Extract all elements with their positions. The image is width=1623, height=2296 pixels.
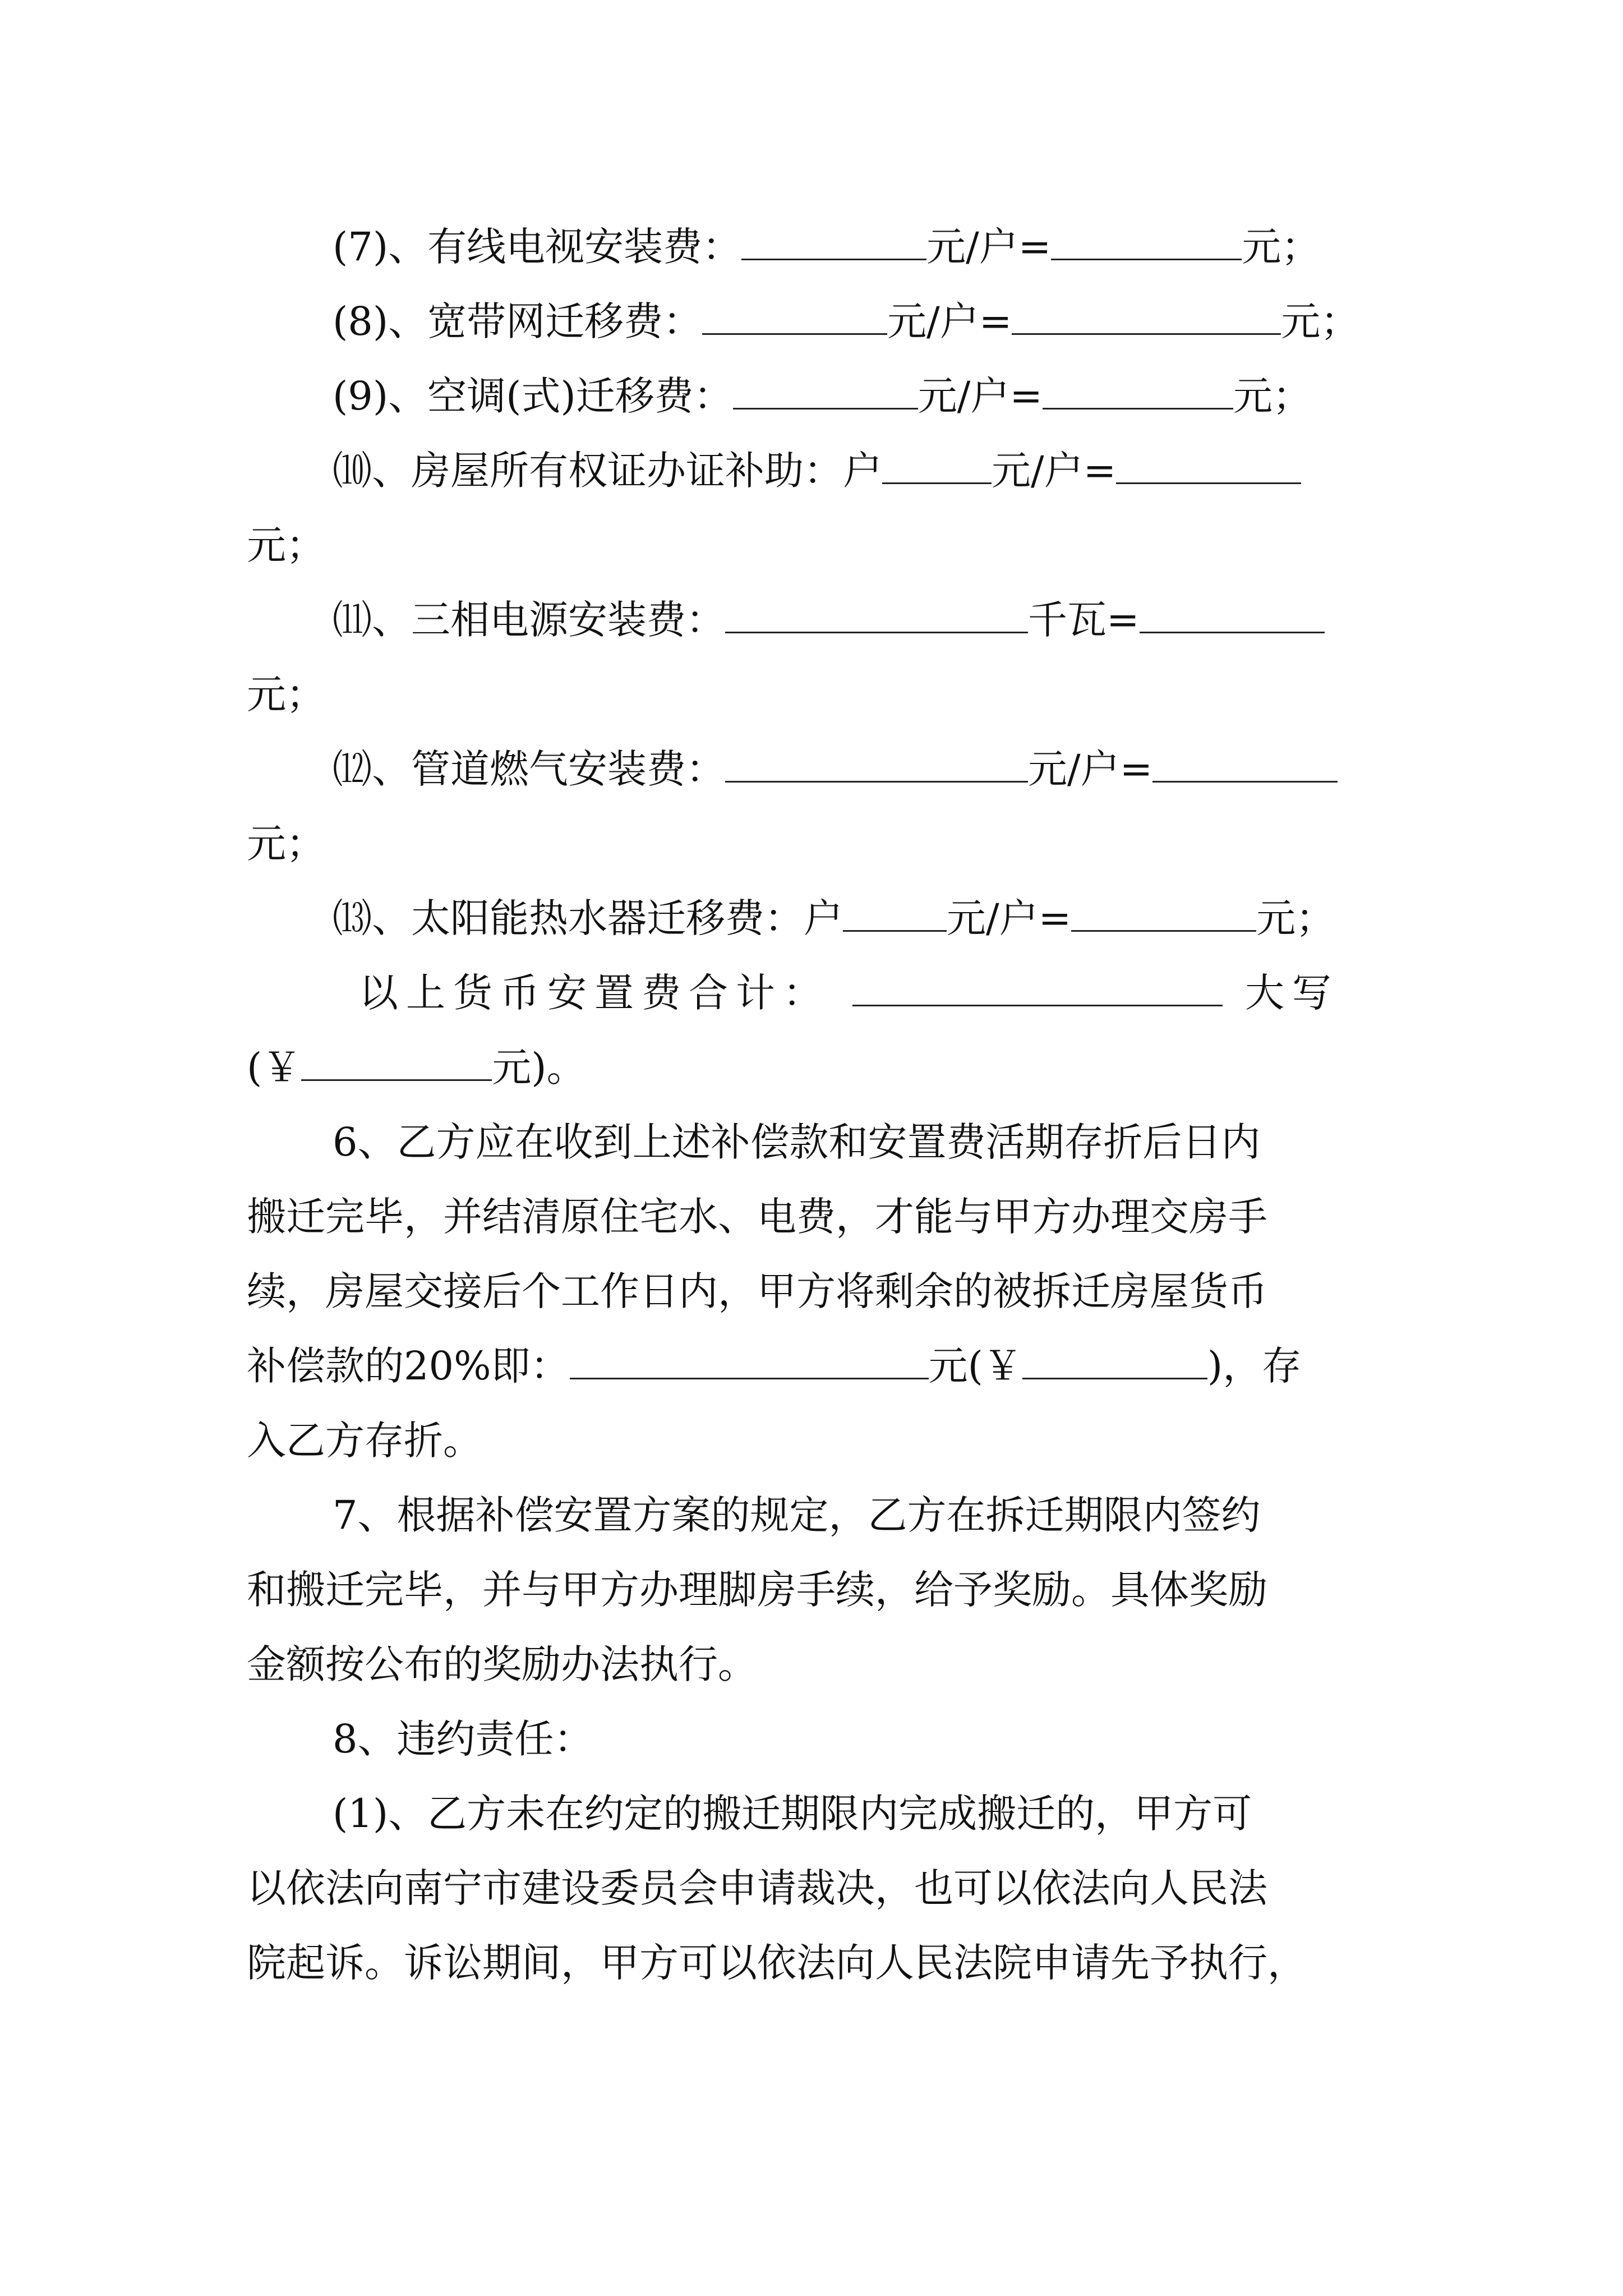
para8-title: 8、违约责任： xyxy=(333,1716,593,1762)
fee-line-aircon: (9)、空调(式)迁移费： 元/户= 元； xyxy=(333,373,1312,419)
line-label: ⑽、房屋所有权证办证补助：户 xyxy=(333,448,882,494)
fee-line-certificate: ⑽、房屋所有权证办证补助：户 元/户= xyxy=(333,444,1301,498)
total-line-amount: (￥ 元)。 xyxy=(247,1045,586,1091)
blank-field[interactable] xyxy=(301,1046,492,1081)
para6-line: 6、乙方应在收到上述补偿款和安置费活期存折后日内 xyxy=(333,1119,1261,1165)
para8-line: 以依法向南宁市建设委员会申请裁决，也可以依法向人民法 xyxy=(247,1865,1267,1911)
fee-line-broadband: (8)、宽带网迁移费： 元/户= 元； xyxy=(333,298,1360,344)
blank-field[interactable] xyxy=(1152,747,1338,783)
blank-field[interactable] xyxy=(1043,374,1233,409)
para7-line: 和搬迁完毕，并与甲方办理脚房手续，给予奖励。具体奖励 xyxy=(247,1567,1267,1613)
fee-line-certificate-unit: 元； xyxy=(247,522,325,568)
line-label: ⑾、三相电源安装费： xyxy=(333,597,725,643)
blank-field[interactable] xyxy=(1051,225,1242,260)
para8-line: (1)、乙方未在约定的搬迁期限内完成搬迁的，甲方可 xyxy=(333,1791,1252,1837)
blank-field[interactable] xyxy=(882,449,992,484)
blank-field[interactable] xyxy=(843,896,947,932)
para6-line: 搬迁完毕，并结清原住宅水、电费，才能与甲方办理交房手 xyxy=(247,1194,1267,1240)
blank-field[interactable] xyxy=(1022,1344,1207,1379)
fee-line-solar-heater: ⒀、太阳能热水器迁移费：户 元/户= 元； xyxy=(333,895,1335,941)
line-label: ⑿、管道燃气安装费： xyxy=(333,746,725,792)
fee-line-gas: ⑿、管道燃气安装费： 元/户= xyxy=(333,742,1338,796)
line-label: (9)、空调(式)迁移费： xyxy=(333,373,733,419)
para7-line: 金额按公布的奖励办法执行。 xyxy=(247,1641,757,1687)
line-label: (8)、宽带网迁移费： xyxy=(333,298,703,344)
fee-line-three-phase: ⑾、三相电源安装费： 千瓦= xyxy=(333,593,1325,647)
blank-field[interactable] xyxy=(1071,896,1256,932)
blank-field[interactable] xyxy=(725,598,1028,633)
total-label: 以上货币安置费合计： xyxy=(359,970,830,1016)
blank-field[interactable] xyxy=(733,374,918,409)
blank-field[interactable] xyxy=(1012,300,1281,335)
blank-field[interactable] xyxy=(852,971,1223,1006)
blank-field[interactable] xyxy=(702,300,887,335)
blank-field[interactable] xyxy=(1116,449,1301,484)
para8-line: 院起诉。诉讼期间，甲方可以依法向人民法院申请先予执行， xyxy=(247,1940,1307,1986)
para6-line: 补偿款的20%即： 元(￥ )，存 xyxy=(247,1343,1302,1389)
blank-field[interactable] xyxy=(725,747,1028,783)
para6-line: 续，房屋交接后个工作日内，甲方将剩余的被拆迁房屋货币 xyxy=(247,1268,1267,1314)
line-label: ⒀、太阳能热水器迁移费：户 xyxy=(333,895,843,941)
fee-line-three-phase-unit: 元； xyxy=(247,671,325,717)
fee-line-cable-tv: (7)、有线电视安装费： 元/户= 元； xyxy=(333,224,1321,270)
blank-field[interactable] xyxy=(741,225,926,260)
line-label: (7)、有线电视安装费： xyxy=(333,224,742,270)
blank-field[interactable] xyxy=(570,1344,929,1379)
para7-line: 7、根据补偿安置方案的规定，乙方在拆迁期限内签约 xyxy=(333,1492,1261,1538)
para6-line: 入乙方存折。 xyxy=(247,1418,482,1464)
total-line: 以上货币安置费合计： 大写 xyxy=(359,970,1339,1016)
blank-field[interactable] xyxy=(1140,598,1325,633)
fee-line-gas-unit: 元； xyxy=(247,821,325,867)
